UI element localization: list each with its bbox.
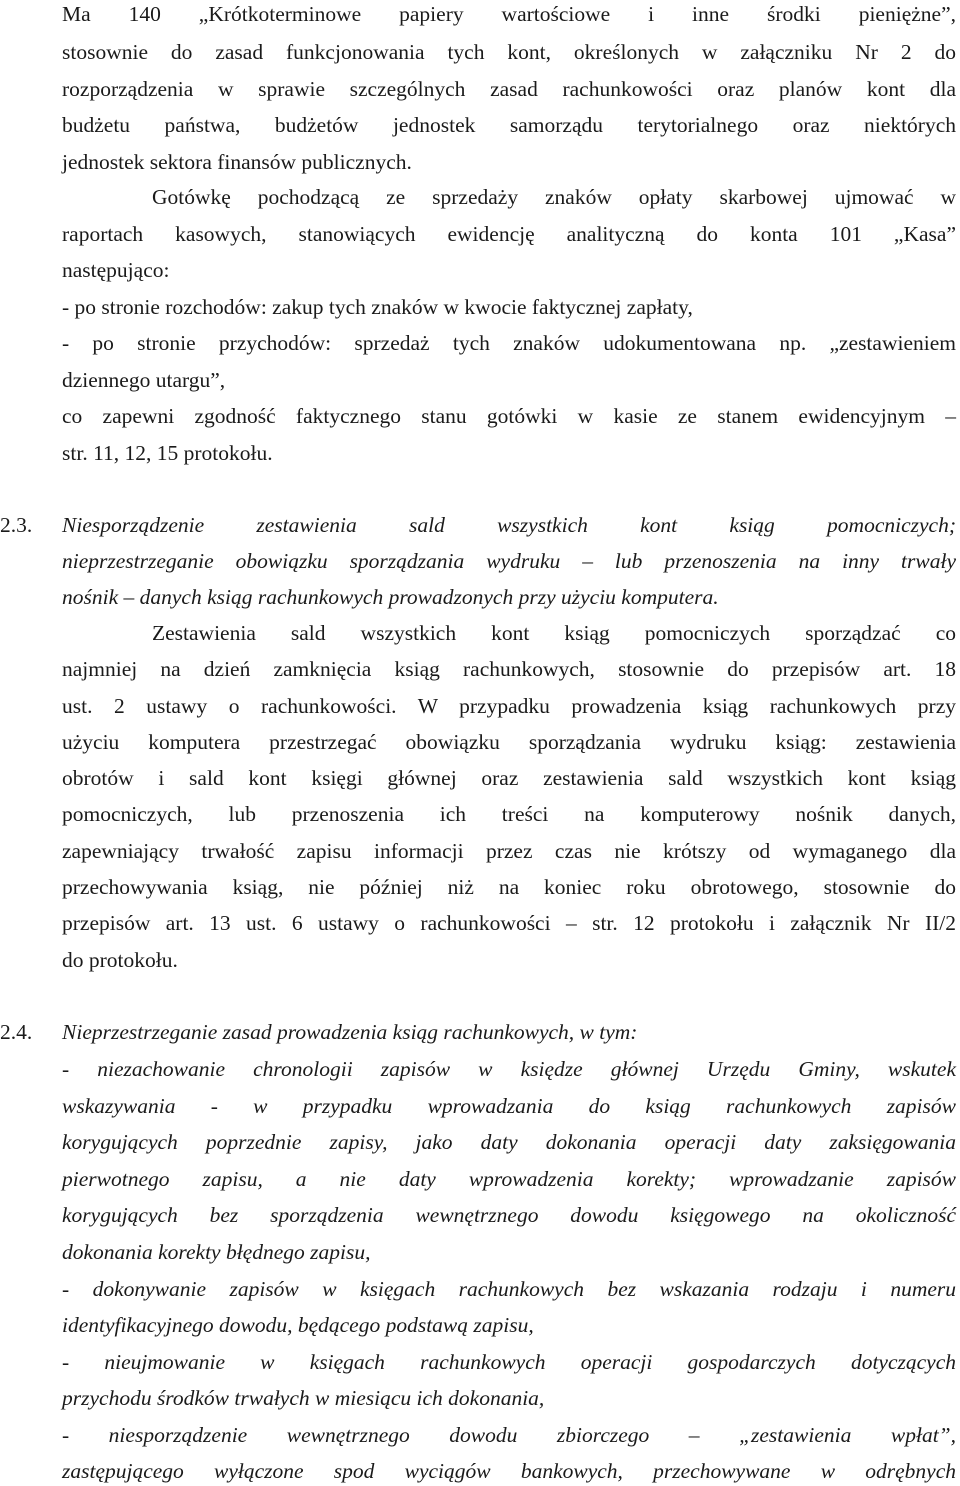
paragraph-line: raportach kasowych, stanowiących ewidencję analityczną do konta 101 „Kasa” — [62, 222, 956, 246]
list-item-line: pierwotnego zapisu, a nie daty wprowadzenia korekty; wprowadzanie zapisów — [62, 1167, 956, 1191]
list-item-line: wskazywania - w przypadku wprowadzania do ksiąg rachunkowych zapisów — [62, 1094, 956, 1118]
paragraph-line: rozporządzenia w sprawie szczególnych zasad rachunkowości oraz planów kont dla — [62, 77, 956, 101]
list-item-line: identyfikacyjnego dowodu, będącego podstawą zapisu, — [62, 1313, 534, 1337]
list-item-line: - niesporządzenie wewnętrznego dowodu zbiorczego – „zestawienia wpłat”, — [62, 1423, 956, 1447]
paragraph-line: następująco: — [62, 258, 170, 282]
list-item-line: - dokonywanie zapisów w księgach rachunkowych bez wskazania rodzaju i numeru — [62, 1277, 956, 1301]
list-item-line: - niezachowanie chronologii zapisów w księdze głównej Urzędu Gminy, wskutek — [62, 1057, 956, 1081]
list-item-line: korygujących bez sporządzenia wewnętrznego dowodu księgowego na okoliczność — [62, 1203, 956, 1227]
list-item-line: - nieujmowanie w księgach rachunkowych operacji gospodarczych dotyczących — [62, 1350, 956, 1374]
section-heading-line: Niesporządzenie zestawienia sald wszystkich kont ksiąg pomocniczych; — [62, 513, 956, 537]
paragraph-line: użyciu komputera przestrzegać obowiązku sporządzania wydruku ksiąg: zestawienia — [62, 730, 956, 754]
paragraph-line: najmniej na dzień zamknięcia ksiąg rachunkowych, stosownie do przepisów art. 18 — [62, 657, 956, 681]
paragraph-line: str. 11, 12, 15 protokołu. — [62, 441, 273, 465]
paragraph-line: - po stronie rozchodów: zakup tych znaków w kwocie faktycznej zapłaty, — [62, 295, 693, 319]
paragraph-line: co zapewni zgodność faktycznego stanu gotówki w kasie ze stanem ewidencyjnym – — [62, 404, 956, 428]
paragraph-line: Ma 140 „Krótkoterminowe papiery wartościowe i inne środki pieniężne”, — [62, 2, 956, 26]
paragraph-line: przepisów art. 13 ust. 6 ustawy o rachunkowości – str. 12 protokołu i załącznik Nr II/2 — [62, 911, 956, 935]
section-number: 2.4. — [0, 1020, 33, 1044]
paragraph-line: przechowywania ksiąg, nie później niż na koniec roku obrotowego, stosownie do — [62, 875, 956, 899]
list-item-line: korygujących poprzednie zapisy, jako daty dokonania operacji daty zaksięgowania — [62, 1130, 956, 1154]
paragraph-line: Gotówkę pochodzącą ze sprzedaży znaków opłaty skarbowej ujmować w — [152, 185, 956, 209]
paragraph-line: jednostek sektora finansów publicznych. — [62, 150, 412, 174]
paragraph-line: ust. 2 ustawy o rachunkowości. W przypadku prowadzenia ksiąg rachunkowych przy — [62, 694, 956, 718]
paragraph-line: - po stronie przychodów: sprzedaż tych znaków udokumentowana np. „zestawieniem — [62, 331, 956, 355]
paragraph-line: pomocniczych, lub przenoszenia ich treści na komputerowy nośnik danych, — [62, 802, 956, 826]
section-number: 2.3. — [0, 513, 33, 537]
paragraph-line: dziennego utargu”, — [62, 368, 226, 392]
list-item-line: zastępującego wyłączone spod wyciągów bankowych, przechowywane w odrębnych — [62, 1459, 956, 1483]
section-heading-line: nośnik – danych ksiąg rachunkowych prowadzonych przy użyciu komputera. — [62, 585, 719, 609]
paragraph-line: stosownie do zasad funkcjonowania tych kont, określonych w załączniku Nr 2 do — [62, 40, 956, 64]
section-heading-line: nieprzestrzeganie obowiązku sporządzania wydruku – lub przenoszenia na inny trwały — [62, 549, 956, 573]
paragraph-line: zapewniający trwałość zapisu informacji przez czas nie krótszy od wymaganego dla — [62, 839, 956, 863]
list-item-line: przychodu środków trwałych w miesiącu ich dokonania, — [62, 1386, 545, 1410]
paragraph-line: obrotów i sald kont księgi głównej oraz zestawienia sald wszystkich kont ksiąg — [62, 766, 956, 790]
list-item-line: dokonania korekty błędnego zapisu, — [62, 1240, 371, 1264]
paragraph-line: Zestawienia sald wszystkich kont ksiąg pomocniczych sporządzać co — [152, 621, 956, 645]
paragraph-line: budżetu państwa, budżetów jednostek samorządu terytorialnego oraz niektórych — [62, 113, 956, 137]
section-heading-line: Nieprzestrzeganie zasad prowadzenia ksiąg rachunkowych, w tym: — [62, 1020, 638, 1044]
paragraph-line: do protokołu. — [62, 948, 178, 972]
